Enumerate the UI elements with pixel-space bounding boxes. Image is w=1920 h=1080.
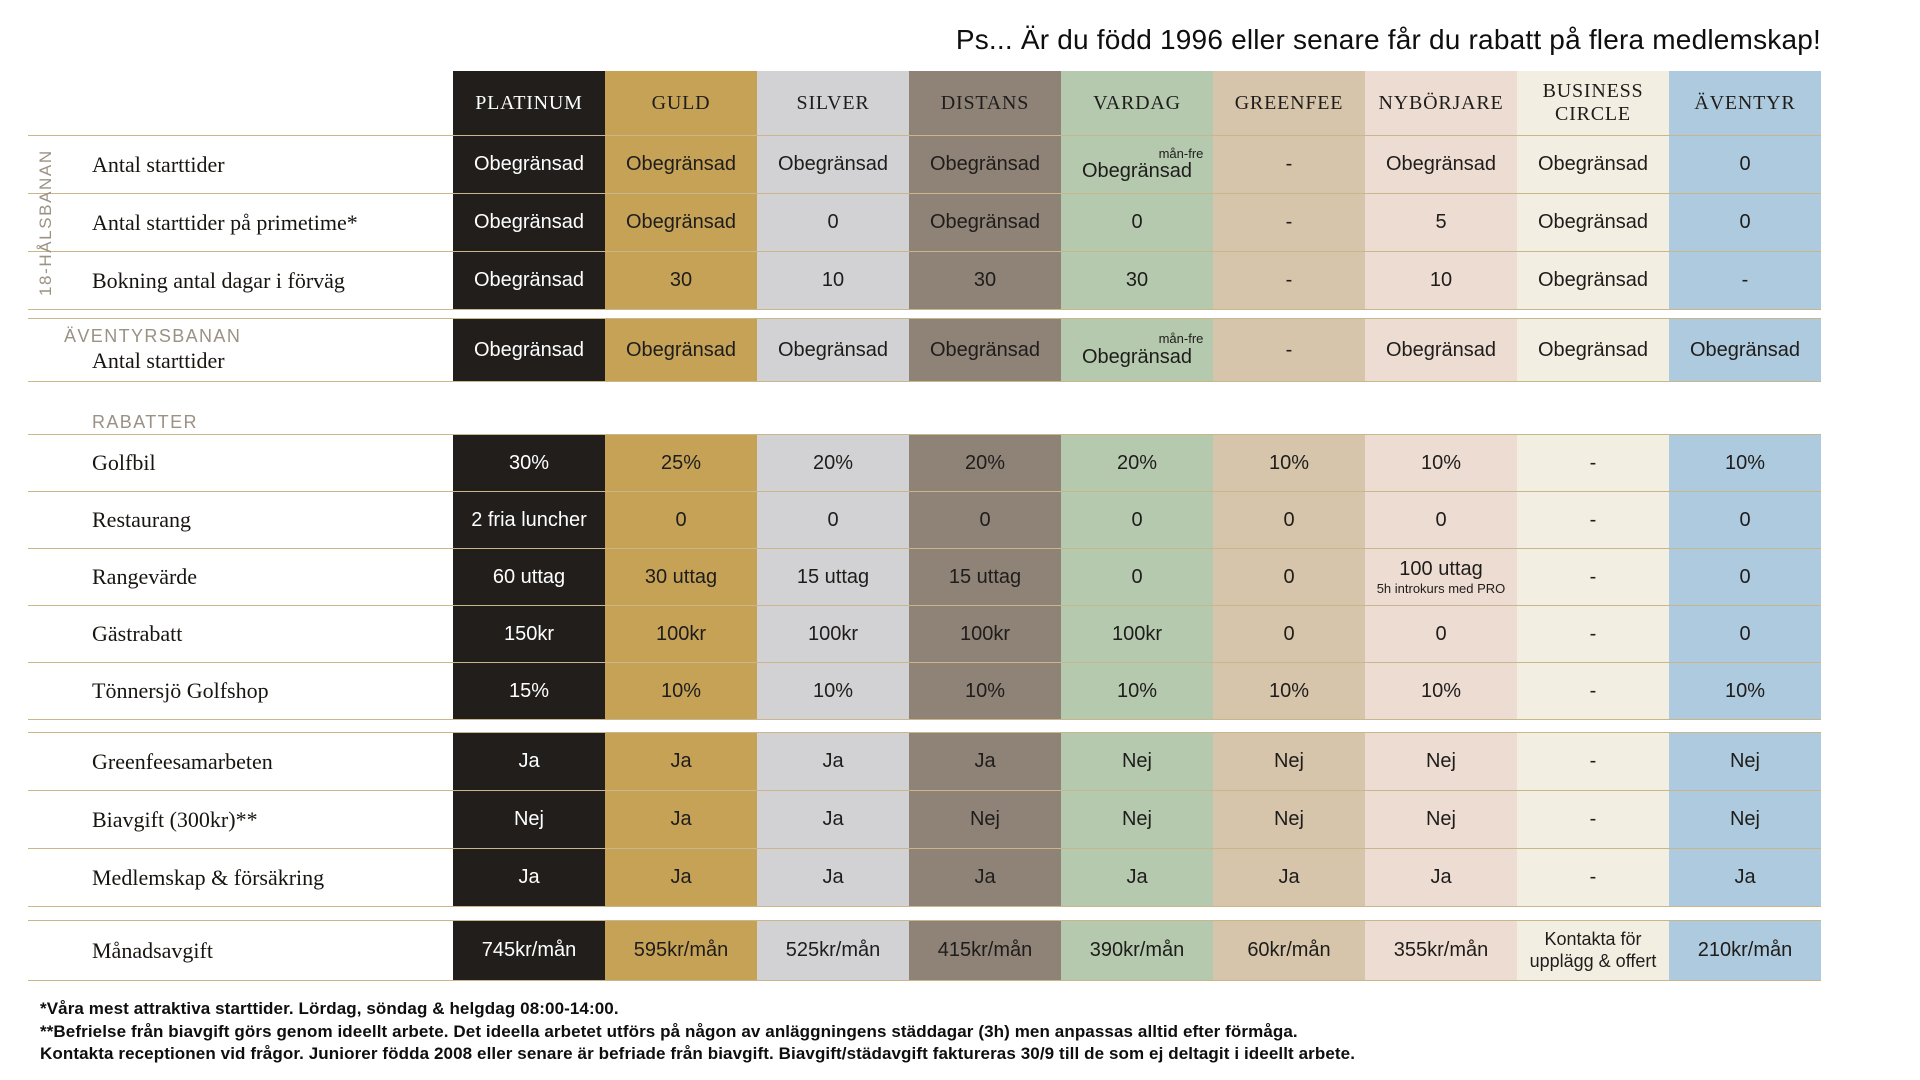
row-label-restaurang	[73, 492, 453, 548]
cell-antal-starttider-vardag	[1061, 136, 1213, 193]
cell-medlemskap-forsakring-business: -	[1517, 849, 1669, 906]
cell-golfbil-platinum: 30%	[453, 435, 605, 491]
column-header-business: BUSINESS CIRCLE	[1517, 71, 1669, 135]
cell-bokning-dagar-greenfee: -	[1213, 252, 1365, 309]
cell-bokning-dagar-aventyr: -	[1669, 252, 1821, 309]
cell-restaurang-vardag: 0	[1061, 492, 1213, 548]
cell-primetime-business: Obegränsad	[1517, 194, 1669, 251]
row-label-rangevarde	[73, 549, 453, 605]
cell-bokning-dagar-vardag: 30	[1061, 252, 1213, 309]
cell-main-text: 100 uttag	[1399, 557, 1483, 580]
cell-golfbil-nyborjare: 10%	[1365, 435, 1517, 491]
cell-superscript: mån-fre	[1158, 331, 1204, 347]
cell-gastrabatt-vardag: 100kr	[1061, 606, 1213, 662]
cell-medlemskap-forsakring-silver: Ja	[757, 849, 909, 906]
cell-biavgift-aventyr: Nej	[1669, 791, 1821, 848]
row-label-text: Antal starttider på primetime*	[92, 209, 358, 235]
cell-antal-starttider-guld: Obegränsad	[605, 136, 757, 193]
column-header-distans: DISTANS	[909, 71, 1061, 135]
cell-primetime-platinum: Obegränsad	[453, 194, 605, 251]
row-label-text: Månadsavgift	[92, 937, 213, 963]
row-label-aventyr-starttider	[64, 319, 453, 381]
row-label-greenfeesamarbeten	[73, 733, 453, 790]
row-label-text: Antal starttider	[92, 151, 225, 177]
cell-restaurang-business: -	[1517, 492, 1669, 548]
cell-antal-starttider-platinum: Obegränsad	[453, 136, 605, 193]
cell-medlemskap-forsakring-nyborjare: Ja	[1365, 849, 1517, 906]
cell-aventyr-starttider-aventyr: Obegränsad	[1669, 319, 1821, 381]
cell-restaurang-silver: 0	[757, 492, 909, 548]
cell-golfshop-aventyr: 10%	[1669, 663, 1821, 719]
cell-greenfeesamarbeten-platinum: Ja	[453, 733, 605, 790]
row-gutter	[28, 849, 73, 906]
table-row-greenfeesamarbeten	[28, 733, 1821, 790]
cell-golfbil-aventyr: 10%	[1669, 435, 1821, 491]
cell-medlemskap-forsakring-guld: Ja	[605, 849, 757, 906]
section-group-4	[28, 920, 1821, 981]
row-label-golfbil	[73, 435, 453, 491]
cell-golfbil-distans: 20%	[909, 435, 1061, 491]
cell-bokning-dagar-nyborjare: 10	[1365, 252, 1517, 309]
cell-golfbil-vardag: 20%	[1061, 435, 1213, 491]
cell-manadsavgift-aventyr: 210kr/mån	[1669, 921, 1821, 980]
cell-primetime-nyborjare: 5	[1365, 194, 1517, 251]
cell-greenfeesamarbeten-guld: Ja	[605, 733, 757, 790]
footnote-1: *Våra mest attraktiva starttider. Lördag, söndag & helgdag 08:00-14:00.	[40, 999, 619, 1018]
section-group-3	[28, 732, 1821, 907]
cell-main-text: Obegränsad	[1081, 345, 1193, 368]
cell-manadsavgift-nyborjare: 355kr/mån	[1365, 921, 1517, 980]
headline: Ps... Är du född 1996 eller senare får du rabatt på flera medlemskap!	[955, 24, 1821, 55]
table-row-rangevarde	[28, 548, 1821, 605]
cell-golfshop-distans: 10%	[909, 663, 1061, 719]
membership-comparison-table	[28, 71, 1821, 981]
cell-golfshop-business: -	[1517, 663, 1669, 719]
row-label-text: Antal starttider	[92, 348, 225, 373]
table-row-primetime	[28, 193, 1821, 251]
cell-aventyr-starttider-platinum: Obegränsad	[453, 319, 605, 381]
cell-golfshop-silver: 10%	[757, 663, 909, 719]
row-label-golfshop	[73, 663, 453, 719]
cell-greenfeesamarbeten-silver: Ja	[757, 733, 909, 790]
cell-restaurang-nyborjare: 0	[1365, 492, 1517, 548]
cell-antal-starttider-nyborjare: Obegränsad	[1365, 136, 1517, 193]
table-row-manadsavgift	[28, 921, 1821, 980]
row-label-biavgift	[73, 791, 453, 848]
cell-medlemskap-forsakring-aventyr: Ja	[1669, 849, 1821, 906]
cell-primetime-greenfee: -	[1213, 194, 1365, 251]
cell-biavgift-guld: Ja	[605, 791, 757, 848]
cell-bokning-dagar-business: Obegränsad	[1517, 252, 1669, 309]
cell-primetime-aventyr: 0	[1669, 194, 1821, 251]
row-label-antal-starttider	[73, 136, 453, 193]
cell-rangevarde-greenfee: 0	[1213, 549, 1365, 605]
cell-golfbil-greenfee: 10%	[1213, 435, 1365, 491]
cell-primetime-distans: Obegränsad	[909, 194, 1061, 251]
cell-restaurang-distans: 0	[909, 492, 1061, 548]
cell-bokning-dagar-silver: 10	[757, 252, 909, 309]
cell-antal-starttider-business: Obegränsad	[1517, 136, 1669, 193]
row-label-text: Biavgift (300kr)**	[92, 806, 258, 832]
column-header-nyborjare: NYBÖRJARE	[1365, 71, 1517, 135]
cell-aventyr-starttider-business: Obegränsad	[1517, 319, 1669, 381]
cell-rangevarde-silver: 15 uttag	[757, 549, 909, 605]
cell-primetime-vardag: 0	[1061, 194, 1213, 251]
row-gutter	[28, 921, 73, 980]
cell-rangevarde-distans: 15 uttag	[909, 549, 1061, 605]
cell-aventyr-starttider-greenfee: -	[1213, 319, 1365, 381]
cell-rangevarde-aventyr: 0	[1669, 549, 1821, 605]
cell-biavgift-platinum: Nej	[453, 791, 605, 848]
cell-manadsavgift-platinum: 745kr/mån	[453, 921, 605, 980]
cell-golfbil-business: -	[1517, 435, 1669, 491]
cell-biavgift-business: -	[1517, 791, 1669, 848]
row-gutter	[28, 733, 73, 790]
row-gutter	[28, 663, 73, 719]
column-header-silver: SILVER	[757, 71, 909, 135]
cell-medlemskap-forsakring-platinum: Ja	[453, 849, 605, 906]
row-label-text: Tönnersjö Golfshop	[92, 678, 269, 703]
cell-biavgift-greenfee: Nej	[1213, 791, 1365, 848]
row-label-text: Greenfeesamarbeten	[92, 748, 273, 774]
footnote-2: **Befrielse från biavgift görs genom ideellt arbete. Det ideella arbetet utförs på någon av anläggningens städdagar (3h) men anpassas alltid efter förmåga.	[40, 1021, 1298, 1041]
cell-greenfeesamarbeten-distans: Ja	[909, 733, 1061, 790]
cell-superscript: mån-fre	[1158, 145, 1204, 161]
header-spacer	[28, 71, 73, 135]
column-header-platinum: PLATINUM	[453, 71, 605, 135]
cell-gastrabatt-business: -	[1517, 606, 1669, 662]
table-row-medlemskap-forsakring	[28, 848, 1821, 906]
table-body	[28, 135, 1821, 981]
cell-biavgift-silver: Ja	[757, 791, 909, 848]
footnote-3: Kontakta receptionen vid frågor. Juniorer födda 2008 eller senare är befriade från biavgift. Biavgift/städavgift faktureras 30/9 till de som ej deltagit i ideellt arbete.	[40, 1044, 1356, 1064]
cell-gastrabatt-greenfee: 0	[1213, 606, 1365, 662]
table-row-aventyr-starttider	[28, 319, 1821, 381]
cell-line: Kontakta för	[1544, 928, 1642, 949]
column-header-greenfee: GREENFEE	[1213, 71, 1365, 135]
cell-manadsavgift-distans: 415kr/mån	[909, 921, 1061, 980]
cell-manadsavgift-guld: 595kr/mån	[605, 921, 757, 980]
cell-biavgift-distans: Nej	[909, 791, 1061, 848]
cell-medlemskap-forsakring-vardag: Ja	[1061, 849, 1213, 906]
table-row-golfbil	[28, 435, 1821, 491]
column-header-row	[28, 71, 1821, 135]
cell-manadsavgift-business	[1517, 921, 1669, 980]
cell-golfshop-guld: 10%	[605, 663, 757, 719]
table-row-gastrabatt	[28, 605, 1821, 662]
table-row-bokning-dagar	[28, 251, 1821, 309]
cell-gastrabatt-aventyr: 0	[1669, 606, 1821, 662]
cell-antal-starttider-silver: Obegränsad	[757, 136, 909, 193]
cell-subtext: 5h introkurs med PRO	[1376, 580, 1506, 596]
cell-antal-starttider-distans: Obegränsad	[909, 136, 1061, 193]
row-gutter	[28, 549, 73, 605]
cell-rangevarde-business: -	[1517, 549, 1669, 605]
cell-restaurang-platinum: 2 fria luncher	[453, 492, 605, 548]
cell-aventyr-starttider-vardag	[1061, 319, 1213, 381]
row-gutter	[28, 435, 73, 491]
row-label-text: Restaurang	[92, 507, 191, 532]
cell-medlemskap-forsakring-greenfee: Ja	[1213, 849, 1365, 906]
cell-greenfeesamarbeten-nyborjare: Nej	[1365, 733, 1517, 790]
cell-primetime-silver: 0	[757, 194, 909, 251]
table-row-biavgift	[28, 790, 1821, 848]
section-heading-rabatter: RABATTER	[92, 411, 198, 432]
cell-restaurang-greenfee: 0	[1213, 492, 1365, 548]
cell-antal-starttider-aventyr: 0	[1669, 136, 1821, 193]
cell-greenfeesamarbeten-vardag: Nej	[1061, 733, 1213, 790]
row-gutter	[28, 791, 73, 848]
cell-main-text: Obegränsad	[1081, 160, 1193, 183]
cell-line: upplägg & offert	[1529, 950, 1657, 971]
row-label-gastrabatt	[73, 606, 453, 662]
cell-golfshop-nyborjare: 10%	[1365, 663, 1517, 719]
cell-golfshop-greenfee: 10%	[1213, 663, 1365, 719]
cell-golfbil-silver: 20%	[757, 435, 909, 491]
cell-aventyr-starttider-guld: Obegränsad	[605, 319, 757, 381]
section-group-0	[28, 135, 1821, 310]
cell-golfshop-platinum: 15%	[453, 663, 605, 719]
cell-antal-starttider-greenfee: -	[1213, 136, 1365, 193]
table-row-restaurang	[28, 491, 1821, 548]
row-label-text: Bokning antal dagar i förväg	[92, 267, 345, 293]
cell-biavgift-nyborjare: Nej	[1365, 791, 1517, 848]
cell-manadsavgift-greenfee: 60kr/mån	[1213, 921, 1365, 980]
cell-primetime-guld: Obegränsad	[605, 194, 757, 251]
row-label-text: Golfbil	[92, 450, 156, 475]
row-label-primetime	[73, 194, 453, 251]
cell-manadsavgift-silver: 525kr/mån	[757, 921, 909, 980]
cell-greenfeesamarbeten-aventyr: Nej	[1669, 733, 1821, 790]
row-label-manadsavgift	[73, 921, 453, 980]
cell-gastrabatt-guld: 100kr	[605, 606, 757, 662]
cell-medlemskap-forsakring-distans: Ja	[909, 849, 1061, 906]
section-side-label: 18-HÅLSBANAN	[36, 149, 55, 296]
cell-golfshop-vardag: 10%	[1061, 663, 1213, 719]
cell-golfbil-guld: 25%	[605, 435, 757, 491]
row-label-text: Medlemskap & försäkring	[92, 864, 325, 890]
row-label-text: Rangevärde	[92, 564, 198, 589]
cell-rangevarde-guld: 30 uttag	[605, 549, 757, 605]
row-label-bokning-dagar	[73, 252, 453, 309]
cell-restaurang-guld: 0	[605, 492, 757, 548]
footnotes	[40, 998, 1355, 1066]
cell-aventyr-starttider-distans: Obegränsad	[909, 319, 1061, 381]
cell-gastrabatt-nyborjare: 0	[1365, 606, 1517, 662]
table-row-antal-starttider	[28, 136, 1821, 193]
cell-rangevarde-vardag: 0	[1061, 549, 1213, 605]
section-inline-label: ÄVENTYRSBANAN	[64, 326, 242, 346]
cell-bokning-dagar-guld: 30	[605, 252, 757, 309]
cell-rangevarde-platinum: 60 uttag	[453, 549, 605, 605]
cell-greenfeesamarbeten-greenfee: Nej	[1213, 733, 1365, 790]
column-header-guld: GULD	[605, 71, 757, 135]
row-label-medlemskap-forsakring	[73, 849, 453, 906]
section-group-1	[28, 318, 1821, 382]
cell-greenfeesamarbeten-business: -	[1517, 733, 1669, 790]
cell-biavgift-vardag: Nej	[1061, 791, 1213, 848]
cell-aventyr-starttider-silver: Obegränsad	[757, 319, 909, 381]
cell-bokning-dagar-distans: 30	[909, 252, 1061, 309]
cell-gastrabatt-silver: 100kr	[757, 606, 909, 662]
table-row-golfshop	[28, 662, 1821, 719]
cell-gastrabatt-distans: 100kr	[909, 606, 1061, 662]
row-gutter	[28, 492, 73, 548]
cell-aventyr-starttider-nyborjare: Obegränsad	[1365, 319, 1517, 381]
column-header-aventyr: ÄVENTYR	[1669, 71, 1821, 135]
cell-rangevarde-nyborjare	[1365, 549, 1517, 605]
header-spacer-label	[73, 71, 453, 135]
cell-bokning-dagar-platinum: Obegränsad	[453, 252, 605, 309]
cell-manadsavgift-vardag: 390kr/mån	[1061, 921, 1213, 980]
section-group-2	[28, 434, 1821, 720]
row-gutter	[28, 606, 73, 662]
cell-gastrabatt-platinum: 150kr	[453, 606, 605, 662]
column-header-vardag: VARDAG	[1061, 71, 1213, 135]
cell-restaurang-aventyr: 0	[1669, 492, 1821, 548]
row-label-text: Gästrabatt	[92, 621, 183, 646]
